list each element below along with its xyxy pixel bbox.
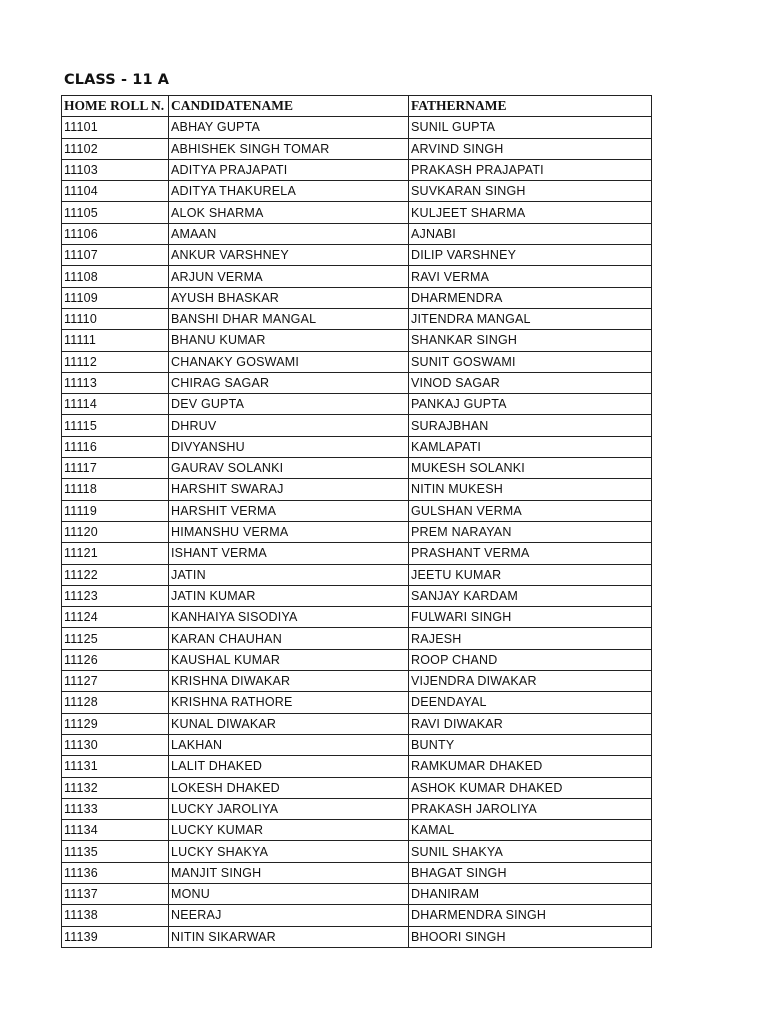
father-name-cell: SUVKARAN SINGH <box>409 181 652 202</box>
father-name-cell: AJNABI <box>409 223 652 244</box>
candidate-name-cell: LUCKY KUMAR <box>169 820 409 841</box>
candidate-name-cell: BANSHI DHAR MANGAL <box>169 308 409 329</box>
father-name-cell: DILIP VARSHNEY <box>409 245 652 266</box>
table-row <box>62 734 652 755</box>
father-name-cell: DHANIRAM <box>409 883 652 904</box>
candidate-name-cell: ANKUR VARSHNEY <box>169 245 409 266</box>
father-name-cell: RAMKUMAR DHAKED <box>409 756 652 777</box>
roll-number-cell: 11114 <box>62 394 169 415</box>
roll-number-cell: 11135 <box>62 841 169 862</box>
table-row <box>62 543 652 564</box>
roll-number-cell: 11111 <box>62 330 169 351</box>
father-name-cell: PANKAJ GUPTA <box>409 394 652 415</box>
candidate-name-cell: CHANAKY GOSWAMI <box>169 351 409 372</box>
header-father-name: FATHERNAME <box>409 96 652 117</box>
candidate-name-cell: CHIRAG SAGAR <box>169 372 409 393</box>
table-row <box>62 585 652 606</box>
father-name-cell: ASHOK KUMAR DHAKED <box>409 777 652 798</box>
table-row <box>62 756 652 777</box>
candidate-name-cell: KARAN CHAUHAN <box>169 628 409 649</box>
roll-number-cell: 11116 <box>62 436 169 457</box>
roll-number-cell: 11137 <box>62 883 169 904</box>
table-row <box>62 159 652 180</box>
candidate-name-cell: MONU <box>169 883 409 904</box>
father-name-cell: SUNIL SHAKYA <box>409 841 652 862</box>
table-row <box>62 649 652 670</box>
table-row <box>62 905 652 926</box>
roll-number-cell: 11120 <box>62 521 169 542</box>
table-row <box>62 479 652 500</box>
table-row <box>62 671 652 692</box>
roll-number-cell: 11115 <box>62 415 169 436</box>
roll-number-cell: 11107 <box>62 245 169 266</box>
table-row <box>62 245 652 266</box>
table-row <box>62 883 652 904</box>
roll-number-cell: 11102 <box>62 138 169 159</box>
roll-number-cell: 11130 <box>62 734 169 755</box>
candidate-name-cell: DIVYANSHU <box>169 436 409 457</box>
candidate-name-cell: ABHAY GUPTA <box>169 117 409 138</box>
candidate-name-cell: ABHISHEK SINGH TOMAR <box>169 138 409 159</box>
roll-number-cell: 11108 <box>62 266 169 287</box>
table-row <box>62 458 652 479</box>
candidate-name-cell: GAURAV SOLANKI <box>169 458 409 479</box>
candidate-name-cell: LALIT DHAKED <box>169 756 409 777</box>
candidate-name-cell: DEV GUPTA <box>169 394 409 415</box>
father-name-cell: PRAKASH JAROLIYA <box>409 798 652 819</box>
candidate-name-cell: AYUSH BHASKAR <box>169 287 409 308</box>
roll-number-cell: 11104 <box>62 181 169 202</box>
candidate-name-cell: ALOK SHARMA <box>169 202 409 223</box>
table-row <box>62 181 652 202</box>
father-name-cell: PREM NARAYAN <box>409 521 652 542</box>
roll-number-cell: 11119 <box>62 500 169 521</box>
candidate-name-cell: LOKESH DHAKED <box>169 777 409 798</box>
roll-number-cell: 11122 <box>62 564 169 585</box>
table-row <box>62 351 652 372</box>
father-name-cell: DHARMENDRA <box>409 287 652 308</box>
table-row <box>62 394 652 415</box>
table-row <box>62 138 652 159</box>
father-name-cell: PRASHANT VERMA <box>409 543 652 564</box>
table-row <box>62 841 652 862</box>
roll-number-cell: 11127 <box>62 671 169 692</box>
roll-number-cell: 11134 <box>62 820 169 841</box>
roll-number-cell: 11118 <box>62 479 169 500</box>
father-name-cell: BUNTY <box>409 734 652 755</box>
father-name-cell: RAVI VERMA <box>409 266 652 287</box>
father-name-cell: KAMLAPATI <box>409 436 652 457</box>
table-row <box>62 223 652 244</box>
roll-number-cell: 11123 <box>62 585 169 606</box>
candidate-name-cell: KRISHNA DIWAKAR <box>169 671 409 692</box>
roll-number-cell: 11136 <box>62 862 169 883</box>
candidate-name-cell: JATIN <box>169 564 409 585</box>
candidate-name-cell: JATIN KUMAR <box>169 585 409 606</box>
roll-number-cell: 11128 <box>62 692 169 713</box>
roll-number-cell: 11106 <box>62 223 169 244</box>
roll-number-cell: 11121 <box>62 543 169 564</box>
father-name-cell: MUKESH SOLANKI <box>409 458 652 479</box>
table-row <box>62 330 652 351</box>
father-name-cell: RAVI DIWAKAR <box>409 713 652 734</box>
candidate-name-cell: ADITYA THAKURELA <box>169 181 409 202</box>
candidate-name-cell: NEERAJ <box>169 905 409 926</box>
father-name-cell: BHOORI SINGH <box>409 926 652 947</box>
roll-number-cell: 11132 <box>62 777 169 798</box>
roll-number-cell: 11133 <box>62 798 169 819</box>
roll-number-cell: 11103 <box>62 159 169 180</box>
candidate-name-cell: KUNAL DIWAKAR <box>169 713 409 734</box>
page-title: CLASS - 11 A <box>64 72 170 88</box>
father-name-cell: ROOP CHAND <box>409 649 652 670</box>
candidate-name-cell: LUCKY SHAKYA <box>169 841 409 862</box>
table-row <box>62 202 652 223</box>
roll-number-cell: 11113 <box>62 372 169 393</box>
roll-number-cell: 11101 <box>62 117 169 138</box>
father-name-cell: PRAKASH PRAJAPATI <box>409 159 652 180</box>
father-name-cell: JEETU KUMAR <box>409 564 652 585</box>
roll-number-cell: 11129 <box>62 713 169 734</box>
table-row <box>62 308 652 329</box>
father-name-cell: RAJESH <box>409 628 652 649</box>
candidate-name-cell: ARJUN VERMA <box>169 266 409 287</box>
table-row <box>62 436 652 457</box>
father-name-cell: KULJEET SHARMA <box>409 202 652 223</box>
father-name-cell: VIJENDRA DIWAKAR <box>409 671 652 692</box>
father-name-cell: JITENDRA MANGAL <box>409 308 652 329</box>
candidate-name-cell: DHRUV <box>169 415 409 436</box>
table-header-row <box>62 96 652 117</box>
roll-number-cell: 11138 <box>62 905 169 926</box>
candidate-name-cell: LAKHAN <box>169 734 409 755</box>
candidate-name-cell: LUCKY JAROLIYA <box>169 798 409 819</box>
table-row <box>62 777 652 798</box>
candidate-name-cell: HARSHIT SWARAJ <box>169 479 409 500</box>
father-name-cell: KAMAL <box>409 820 652 841</box>
father-name-cell: SANJAY KARDAM <box>409 585 652 606</box>
father-name-cell: ARVIND SINGH <box>409 138 652 159</box>
table-body <box>62 117 652 948</box>
table-row <box>62 628 652 649</box>
candidate-name-cell: HIMANSHU VERMA <box>169 521 409 542</box>
father-name-cell: NITIN MUKESH <box>409 479 652 500</box>
table-row <box>62 117 652 138</box>
father-name-cell: SUNIT GOSWAMI <box>409 351 652 372</box>
table-row <box>62 266 652 287</box>
student-roster-table <box>61 95 652 948</box>
roll-number-cell: 11131 <box>62 756 169 777</box>
roll-number-cell: 11110 <box>62 308 169 329</box>
roll-number-cell: 11112 <box>62 351 169 372</box>
table-row <box>62 415 652 436</box>
roll-number-cell: 11105 <box>62 202 169 223</box>
father-name-cell: DHARMENDRA SINGH <box>409 905 652 926</box>
candidate-name-cell: ADITYA PRAJAPATI <box>169 159 409 180</box>
roll-number-cell: 11117 <box>62 458 169 479</box>
roll-number-cell: 11125 <box>62 628 169 649</box>
father-name-cell: BHAGAT SINGH <box>409 862 652 883</box>
table-row <box>62 798 652 819</box>
father-name-cell: SURAJBHAN <box>409 415 652 436</box>
roll-number-cell: 11126 <box>62 649 169 670</box>
table-row <box>62 820 652 841</box>
candidate-name-cell: AMAAN <box>169 223 409 244</box>
candidate-name-cell: HARSHIT VERMA <box>169 500 409 521</box>
roll-number-cell: 11139 <box>62 926 169 947</box>
header-candidate-name: CANDIDATENAME <box>169 96 409 117</box>
candidate-name-cell: KANHAIYA SISODIYA <box>169 607 409 628</box>
candidate-name-cell: MANJIT SINGH <box>169 862 409 883</box>
table-row <box>62 713 652 734</box>
table-row <box>62 287 652 308</box>
candidate-name-cell: ISHANT VERMA <box>169 543 409 564</box>
table-row <box>62 564 652 585</box>
candidate-name-cell: KAUSHAL KUMAR <box>169 649 409 670</box>
header-roll-number: HOME ROLL N. <box>62 96 169 117</box>
table-row <box>62 926 652 947</box>
candidate-name-cell: KRISHNA RATHORE <box>169 692 409 713</box>
table-row <box>62 862 652 883</box>
father-name-cell: DEENDAYAL <box>409 692 652 713</box>
table-row <box>62 372 652 393</box>
table-row <box>62 500 652 521</box>
father-name-cell: SUNIL GUPTA <box>409 117 652 138</box>
roll-number-cell: 11124 <box>62 607 169 628</box>
father-name-cell: SHANKAR SINGH <box>409 330 652 351</box>
candidate-name-cell: NITIN SIKARWAR <box>169 926 409 947</box>
father-name-cell: FULWARI SINGH <box>409 607 652 628</box>
table-row <box>62 521 652 542</box>
candidate-name-cell: BHANU KUMAR <box>169 330 409 351</box>
father-name-cell: GULSHAN VERMA <box>409 500 652 521</box>
father-name-cell: VINOD SAGAR <box>409 372 652 393</box>
table-row <box>62 692 652 713</box>
table-row <box>62 607 652 628</box>
roll-number-cell: 11109 <box>62 287 169 308</box>
